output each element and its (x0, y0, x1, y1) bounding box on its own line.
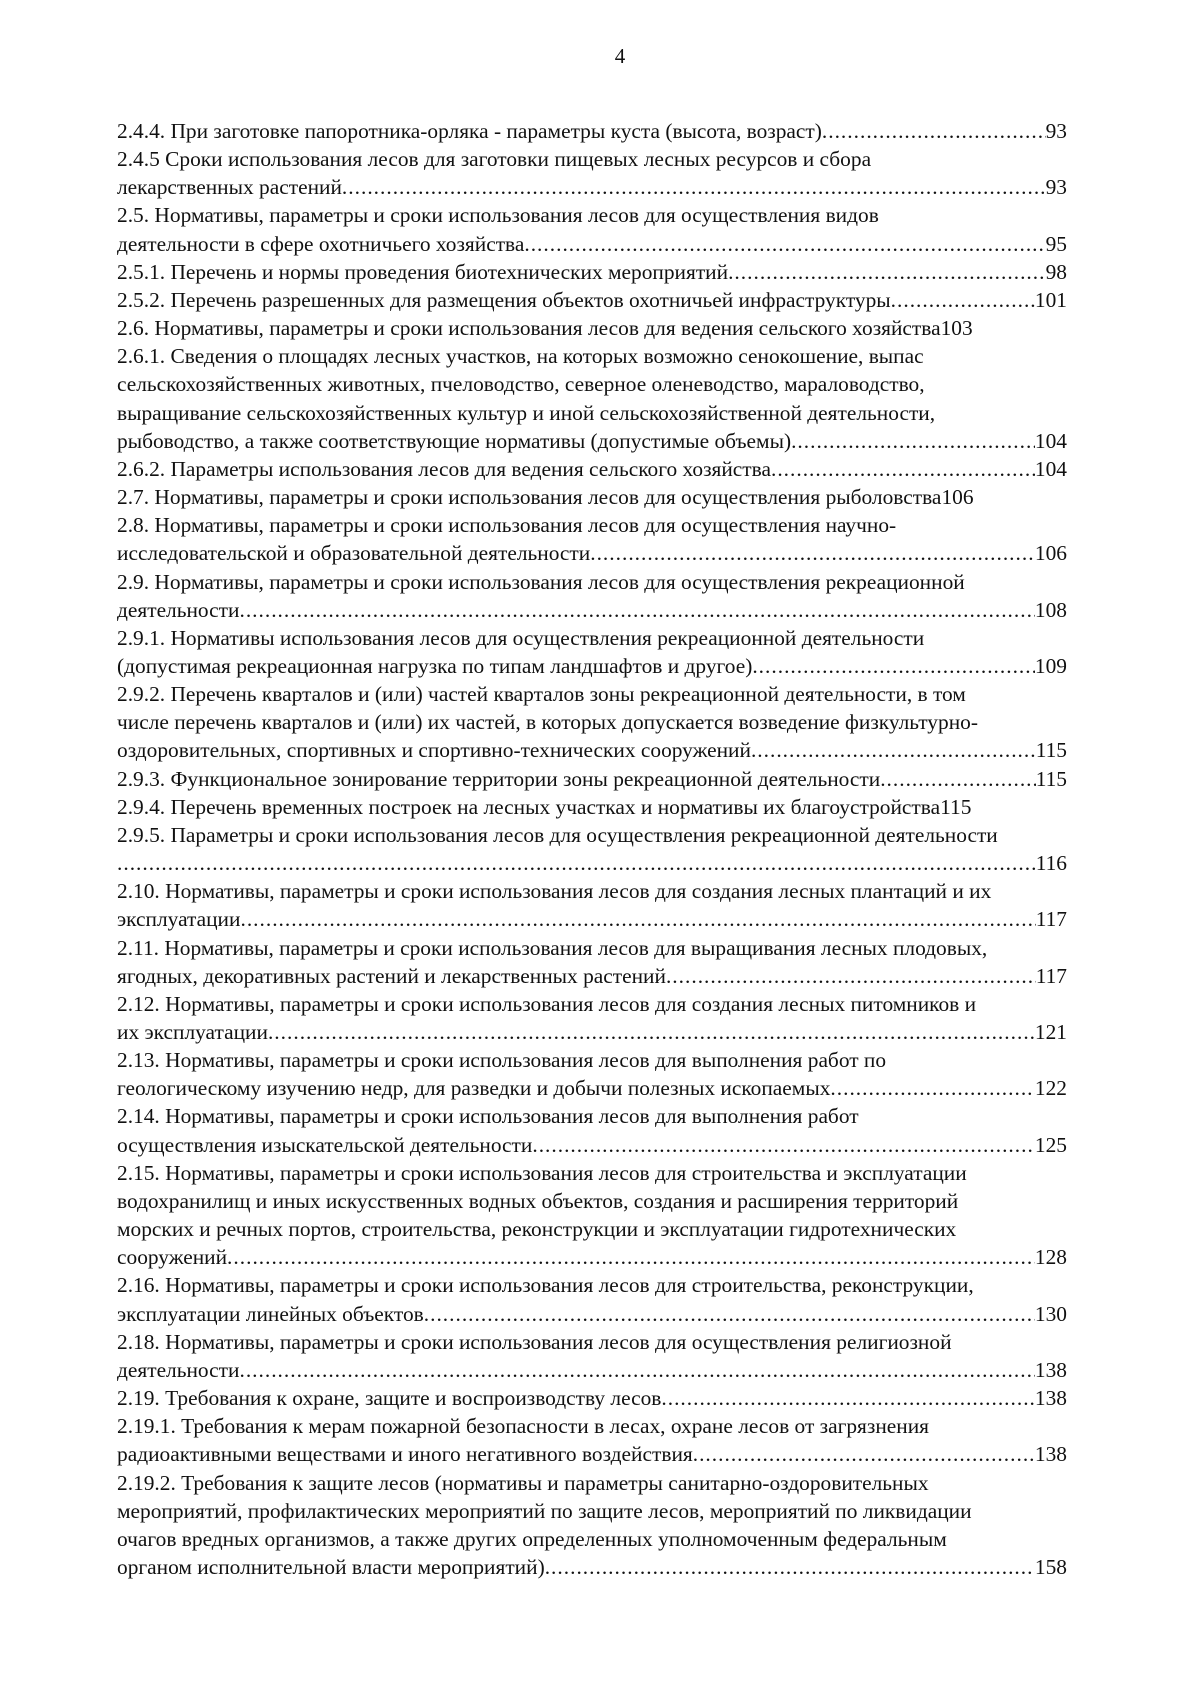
toc-entry-page-number: 93 (1045, 119, 1067, 143)
dot-leader (117, 849, 1036, 877)
toc-entry-line: 2.14. Нормативы, параметры и сроки использования лесов для выполнения работ (117, 1104, 859, 1129)
toc-entry-line: 2.9.1. Нормативы использования лесов для осуществления рекреационной деятельности (117, 625, 925, 650)
dot-leader (227, 1243, 1035, 1271)
toc-entry (117, 1328, 1117, 1384)
toc-entry-line: 2.19.1. Требования к мерам пожарной безопасности в лесах, охране лесов от загрязнения (117, 1414, 930, 1439)
dot-leader (752, 652, 1035, 680)
dot-leader (728, 258, 1046, 286)
toc-entry-page-number: 95 (1045, 231, 1067, 256)
toc-entry-last-line (117, 1018, 1067, 1046)
toc-entry-title: геологическому изучению недр, для разведки и добычи полезных ископаемых (117, 1076, 831, 1101)
dot-leader (524, 230, 1045, 258)
dot-leader (268, 1018, 1035, 1046)
dot-leader (666, 962, 1036, 990)
table-of-contents (117, 117, 1117, 1581)
toc-entry-line: числе перечень кварталов и (или) их частей, в которых допускается возведение физкультурно- (117, 710, 978, 735)
toc-entry (117, 455, 1117, 483)
toc-entry-page-number: 106 (1034, 541, 1067, 566)
toc-entry-title: сооружений (117, 1245, 228, 1270)
toc-entry-title: 2.9.3. Функциональное зонирование территории зоны рекреационной деятельности (117, 766, 881, 791)
toc-entry-title: 2.9.4. Перечень временных построек на лесных участках и нормативы их благоустройства (117, 794, 941, 819)
toc-entry-page-number: 117 (1035, 907, 1067, 932)
toc-entry-title: лекарственных растений (117, 175, 342, 200)
toc-entry-last-line (117, 736, 1067, 764)
toc-entry (117, 821, 1117, 877)
toc-entry-page-number: 115 (940, 794, 972, 819)
toc-entry-last-line (117, 765, 1067, 793)
toc-entry-line: 2.18. Нормативы, параметры и сроки использования лесов для осуществления религиозной (117, 1329, 952, 1354)
toc-entry-last-line (117, 286, 1067, 314)
toc-entry-line: 2.13. Нормативы, параметры и сроки использования лесов для выполнения работ по (117, 1048, 887, 1073)
toc-entry-page-number: 116 (1035, 851, 1067, 876)
toc-entry (117, 342, 1117, 455)
toc-entry-title: оздоровительных, спортивных и спортивно-технических сооружений (117, 738, 751, 763)
dot-leader (424, 1300, 1035, 1328)
toc-entry-line: 2.9. Нормативы, параметры и сроки использования лесов для осуществления рекреационной (117, 569, 965, 594)
toc-entry-last-line (117, 173, 1067, 201)
toc-entry-last-line (117, 427, 1067, 455)
dot-leader (693, 1440, 1035, 1468)
toc-entry (117, 568, 1117, 624)
toc-entry (117, 1384, 1117, 1412)
dot-leader (880, 765, 1036, 793)
toc-entry (117, 1412, 1117, 1468)
dot-leader (771, 455, 1035, 483)
toc-entry-page-number: 138 (1034, 1442, 1067, 1467)
toc-entry-title: деятельности (117, 597, 240, 622)
dot-leader (661, 1384, 1035, 1412)
toc-entry (117, 483, 1117, 511)
toc-entry-title: 2.4.4. При заготовке папоротника-орляка - параметры куста (высота, возраст) (117, 119, 822, 143)
toc-entry-page-number: 104 (1034, 456, 1067, 481)
toc-entry-line: 2.19.2. Требования к защите лесов (нормативы и параметры санитарно-оздоровительных (117, 1470, 929, 1495)
toc-entry-page-number: 104 (1034, 428, 1067, 453)
toc-entry-page-number: 158 (1034, 1554, 1067, 1579)
toc-entry-title: 2.5.2. Перечень разрешенных для размещения объектов охотничьей инфраструктуры (117, 287, 891, 312)
toc-entry-page-number: 130 (1034, 1301, 1067, 1326)
toc-entry-page-number: 108 (1034, 597, 1067, 622)
toc-entry (117, 793, 1117, 821)
toc-entry-last-line (117, 1356, 1067, 1384)
toc-entry (117, 624, 1117, 680)
toc-entry-title: 2.6. Нормативы, параметры и сроки использования лесов для ведения сельского хозяйства (117, 316, 941, 341)
page-number: 4 (614, 44, 626, 68)
toc-entry-title: 2.19. Требования к охране, защите и воспроизводству лесов (117, 1386, 662, 1411)
toc-entry-page-number: 93 (1045, 175, 1067, 200)
toc-entry-page-number: 101 (1034, 287, 1067, 312)
dot-leader (751, 736, 1036, 764)
toc-entry (117, 286, 1117, 314)
toc-entry-title: 2.7. Нормативы, параметры и сроки использования лесов для осуществления рыболовства (117, 485, 942, 510)
toc-entry (117, 934, 1117, 990)
toc-entry (117, 1271, 1117, 1327)
toc-entry-last-line (117, 1131, 1067, 1159)
toc-entry-line: сельскохозяйственных животных, пчеловодство, северное оленеводство, мараловодство, (117, 372, 925, 397)
toc-entry-last-line (117, 596, 1067, 624)
toc-entry-title: радиоактивными веществами и иного негативного воздействия (117, 1442, 693, 1467)
toc-entry-title: эксплуатации линейных объектов (117, 1301, 424, 1326)
toc-entry-last-line (117, 1074, 1067, 1102)
toc-entry-line: 2.9.5. Параметры и сроки использования лесов для осуществления рекреационной деятельности (117, 822, 998, 847)
toc-entry (117, 877, 1117, 933)
toc-entry (117, 201, 1117, 257)
toc-entry-line: 2.16. Нормативы, параметры и сроки использования лесов для строительства, реконструкции, (117, 1273, 974, 1298)
toc-entry-last-line (117, 258, 1067, 286)
dot-leader (791, 427, 1035, 455)
toc-entry-title: деятельности в сфере охотничьего хозяйства (117, 231, 525, 256)
toc-entry-last-line (117, 230, 1067, 258)
toc-entry-title: 2.6.2. Параметры использования лесов для ведения сельского хозяйства (117, 456, 771, 481)
toc-entry-page-number: 138 (1034, 1386, 1067, 1411)
dot-leader (342, 173, 1046, 201)
toc-entry-title: органом исполнительной власти мероприятий) (117, 1554, 545, 1579)
dot-leader (891, 286, 1035, 314)
toc-entry (117, 314, 1117, 342)
toc-entry-title: деятельности (117, 1357, 240, 1382)
toc-entry (117, 1469, 1117, 1582)
toc-entry-last-line (117, 652, 1067, 680)
toc-entry (117, 680, 1117, 764)
toc-entry-page-number: 109 (1034, 653, 1067, 678)
dot-leader (239, 596, 1034, 624)
toc-entry-title: исследовательской и образовательной деятельности (117, 541, 591, 566)
toc-entry-last-line (117, 905, 1067, 933)
toc-entry-title: осуществления изыскательской деятельности (117, 1132, 533, 1157)
toc-entry-last-line (117, 849, 1067, 877)
toc-entry-last-line (117, 962, 1067, 990)
dot-leader (240, 905, 1035, 933)
toc-entry-page-number: 117 (1035, 963, 1067, 988)
toc-entry (117, 990, 1117, 1046)
toc-entry-line: мероприятий, профилактических мероприятий по защите лесов, мероприятий по ликвидации (117, 1498, 972, 1523)
toc-entry-last-line (117, 1243, 1067, 1271)
toc-entry-line: 2.11. Нормативы, параметры и сроки использования лесов для выращивания лесных плодовых, (117, 935, 988, 960)
dot-leader (545, 1553, 1035, 1581)
dot-leader (830, 1074, 1035, 1102)
toc-entry-line: 2.9.2. Перечень кварталов и (или) частей кварталов зоны рекреационной деятельности, в том (117, 682, 966, 707)
toc-entry-page-number: 115 (1035, 766, 1067, 791)
toc-entry (117, 117, 1117, 145)
toc-entry-line: 2.4.5 Сроки использования лесов для заготовки пищевых лесных ресурсов и сбора (117, 147, 872, 172)
toc-entry-line: 2.10. Нормативы, параметры и сроки использования лесов для создания лесных плантаций и их (117, 879, 992, 904)
toc-entry (117, 258, 1117, 286)
toc-entry (117, 1159, 1117, 1272)
toc-entry-line: выращивание сельскохозяйственных культур и иной сельскохозяйственной деятельности, (117, 400, 936, 425)
toc-entry-line: 2.15. Нормативы, параметры и сроки использования лесов для строительства и эксплуатации (117, 1160, 967, 1185)
toc-entry-line: 2.6.1. Сведения о площадях лесных участков, на которых возможно сенокошение, выпас (117, 344, 924, 369)
toc-entry-page-number: 106 (941, 485, 974, 510)
toc-entry (117, 1102, 1117, 1158)
toc-entry-title: (допустимая рекреационная нагрузка по типам ландшафтов и другое) (117, 653, 753, 678)
toc-entry-line: 2.5. Нормативы, параметры и сроки использования лесов для осуществления видов (117, 203, 879, 228)
toc-entry (117, 511, 1117, 567)
toc-entry-page-number: 115 (1035, 738, 1067, 763)
toc-entry-page-number: 125 (1034, 1132, 1067, 1157)
toc-entry-line: 2.8. Нормативы, параметры и сроки использования лесов для осуществления научно- (117, 513, 897, 538)
toc-entry-page-number: 103 (940, 316, 973, 341)
toc-entry-last-line (117, 1300, 1067, 1328)
toc-entry-line: 2.12. Нормативы, параметры и сроки использования лесов для создания лесных питомников и (117, 991, 977, 1016)
toc-entry-page-number: 121 (1034, 1020, 1067, 1044)
toc-entry-last-line (117, 1440, 1067, 1468)
toc-entry-last-line (117, 455, 1067, 483)
dot-leader (239, 1356, 1034, 1384)
toc-entry (117, 1046, 1117, 1102)
toc-entry-line: морских и речных портов, строительства, реконструкции и эксплуатации гидротехнических (117, 1217, 957, 1242)
toc-entry-last-line (117, 117, 1067, 145)
dot-leader (822, 117, 1046, 145)
toc-entry-last-line (117, 483, 1067, 511)
toc-entry-last-line (117, 1553, 1067, 1581)
toc-entry-last-line (117, 314, 1067, 342)
toc-entry-page-number: 98 (1045, 259, 1067, 284)
toc-entry-page-number: 128 (1034, 1245, 1067, 1270)
toc-entry-last-line (117, 793, 1067, 821)
toc-entry-line: очагов вредных организмов, а также других определенных уполномоченным федеральным (117, 1526, 947, 1551)
toc-entry (117, 145, 1117, 201)
toc-entry (117, 765, 1117, 793)
dot-leader (590, 539, 1035, 567)
toc-entry-title: их эксплуатации (117, 1020, 268, 1044)
toc-entry-page-number: 138 (1034, 1357, 1067, 1382)
toc-entry-title: рыбоводство, а также соответствующие нормативы (допустимые объемы) (117, 428, 792, 453)
toc-entry-line: водохранилищ и иных искусственных водных объектов, создания и расширения территорий (117, 1188, 959, 1213)
toc-entry-title: ягодных, декоративных растений и лекарственных растений (117, 963, 666, 988)
toc-entry-last-line (117, 539, 1067, 567)
dot-leader (532, 1131, 1035, 1159)
toc-entry-title: эксплуатации (117, 907, 241, 932)
toc-entry-last-line (117, 1384, 1067, 1412)
toc-entry-page-number: 122 (1034, 1076, 1067, 1101)
toc-entry-title: 2.5.1. Перечень и нормы проведения биотехнических мероприятий (117, 259, 729, 284)
